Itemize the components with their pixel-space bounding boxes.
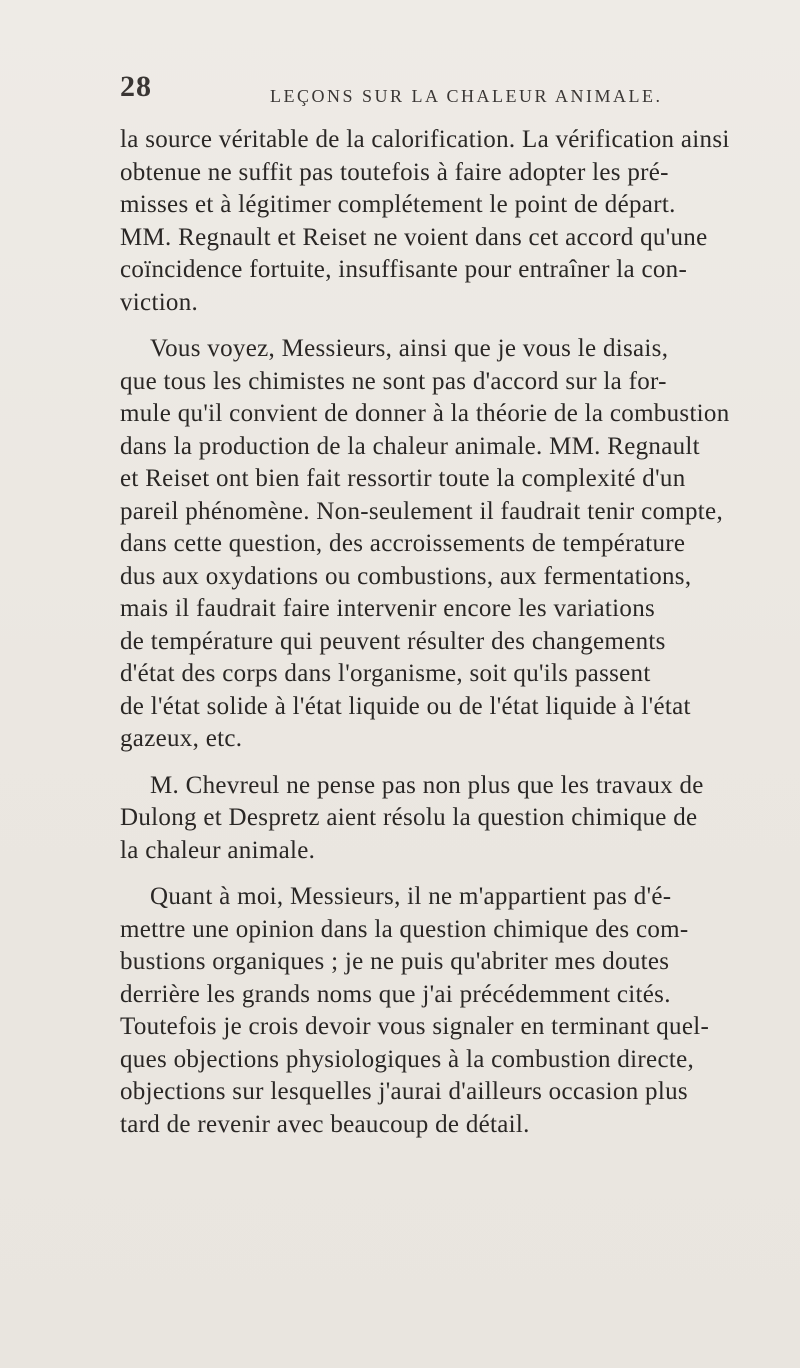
text-line: mais il faudrait faire intervenir encore les variations xyxy=(120,595,656,622)
text-line: Vous voyez, Messieurs, ainsi que je vous le disais, xyxy=(150,335,669,362)
paragraph xyxy=(120,333,760,756)
text-line: pareil phénomène. Non-seulement il faudrait tenir compte, xyxy=(120,497,724,525)
page-header xyxy=(120,72,760,112)
text-line: gazeux, etc. xyxy=(120,725,243,752)
text-line: mettre une opinion dans la question chimique des com- xyxy=(120,915,689,943)
text-line: tard de revenir avec beaucoup de détail. xyxy=(120,1110,530,1138)
text-line: viction. xyxy=(120,288,199,316)
paragraph xyxy=(120,881,760,1141)
text-line: ques objections physiologiques à la combustion directe, xyxy=(120,1045,695,1073)
text-line: MM. Regnault et Reiset ne voient dans cet accord qu'une xyxy=(120,223,708,251)
text-line: dans cette question, des accroissements de température xyxy=(120,530,686,557)
text-line: et Reiset ont bien fait ressortir toute la complexité d'un xyxy=(120,465,686,492)
text-line: Toutefois je crois devoir vous signaler en terminant quel- xyxy=(120,1013,710,1040)
paragraph xyxy=(120,770,760,868)
text-line: dus aux oxydations ou combustions, aux fermentations, xyxy=(120,562,692,590)
text-line: Dulong et Despretz aient résolu la question chimique de xyxy=(120,804,698,831)
page-number: 28 xyxy=(120,70,152,103)
text-line: la source véritable de la calorification. La vérification ainsi xyxy=(120,126,730,153)
text-line: de l'état solide à l'état liquide ou de l'état liquide à l'état xyxy=(120,692,691,720)
text-line: derrière les grands noms que j'ai précédemment cités. xyxy=(120,980,671,1008)
text-line: obtenue ne suffit pas toutefois à faire adopter les pré- xyxy=(120,158,669,186)
text-line: la chaleur animale. xyxy=(120,836,316,864)
text-line: coïncidence fortuite, insuffisante pour entraîner la con- xyxy=(120,256,688,283)
text-line: Quant à moi, Messieurs, il ne m'appartient pas d'é- xyxy=(150,883,672,910)
text-line: M. Chevreul ne pense pas non plus que les travaux de xyxy=(150,771,704,799)
text-line: objections sur lesquelles j'aurai d'ailleurs occasion plus xyxy=(120,1078,688,1105)
body-text xyxy=(120,124,760,1155)
text-line: dans la production de la chaleur animale. MM. Regnault xyxy=(120,432,700,460)
text-line: mule qu'il convient de donner à la théorie de la combustion xyxy=(120,400,730,427)
text-line: d'état des corps dans l'organisme, soit qu'ils passent xyxy=(120,660,651,687)
text-line: misses et à légitimer complétement le point de départ. xyxy=(120,191,676,218)
text-line: bustions organiques ; je ne puis qu'abriter mes doutes xyxy=(120,948,670,975)
text-line: de température qui peuvent résulter des changements xyxy=(120,627,666,655)
text-line: que tous les chimistes ne sont pas d'accord sur la for- xyxy=(120,367,667,395)
paragraph xyxy=(120,124,760,319)
running-head: LEÇONS SUR LA CHALEUR ANIMALE. xyxy=(270,86,663,106)
